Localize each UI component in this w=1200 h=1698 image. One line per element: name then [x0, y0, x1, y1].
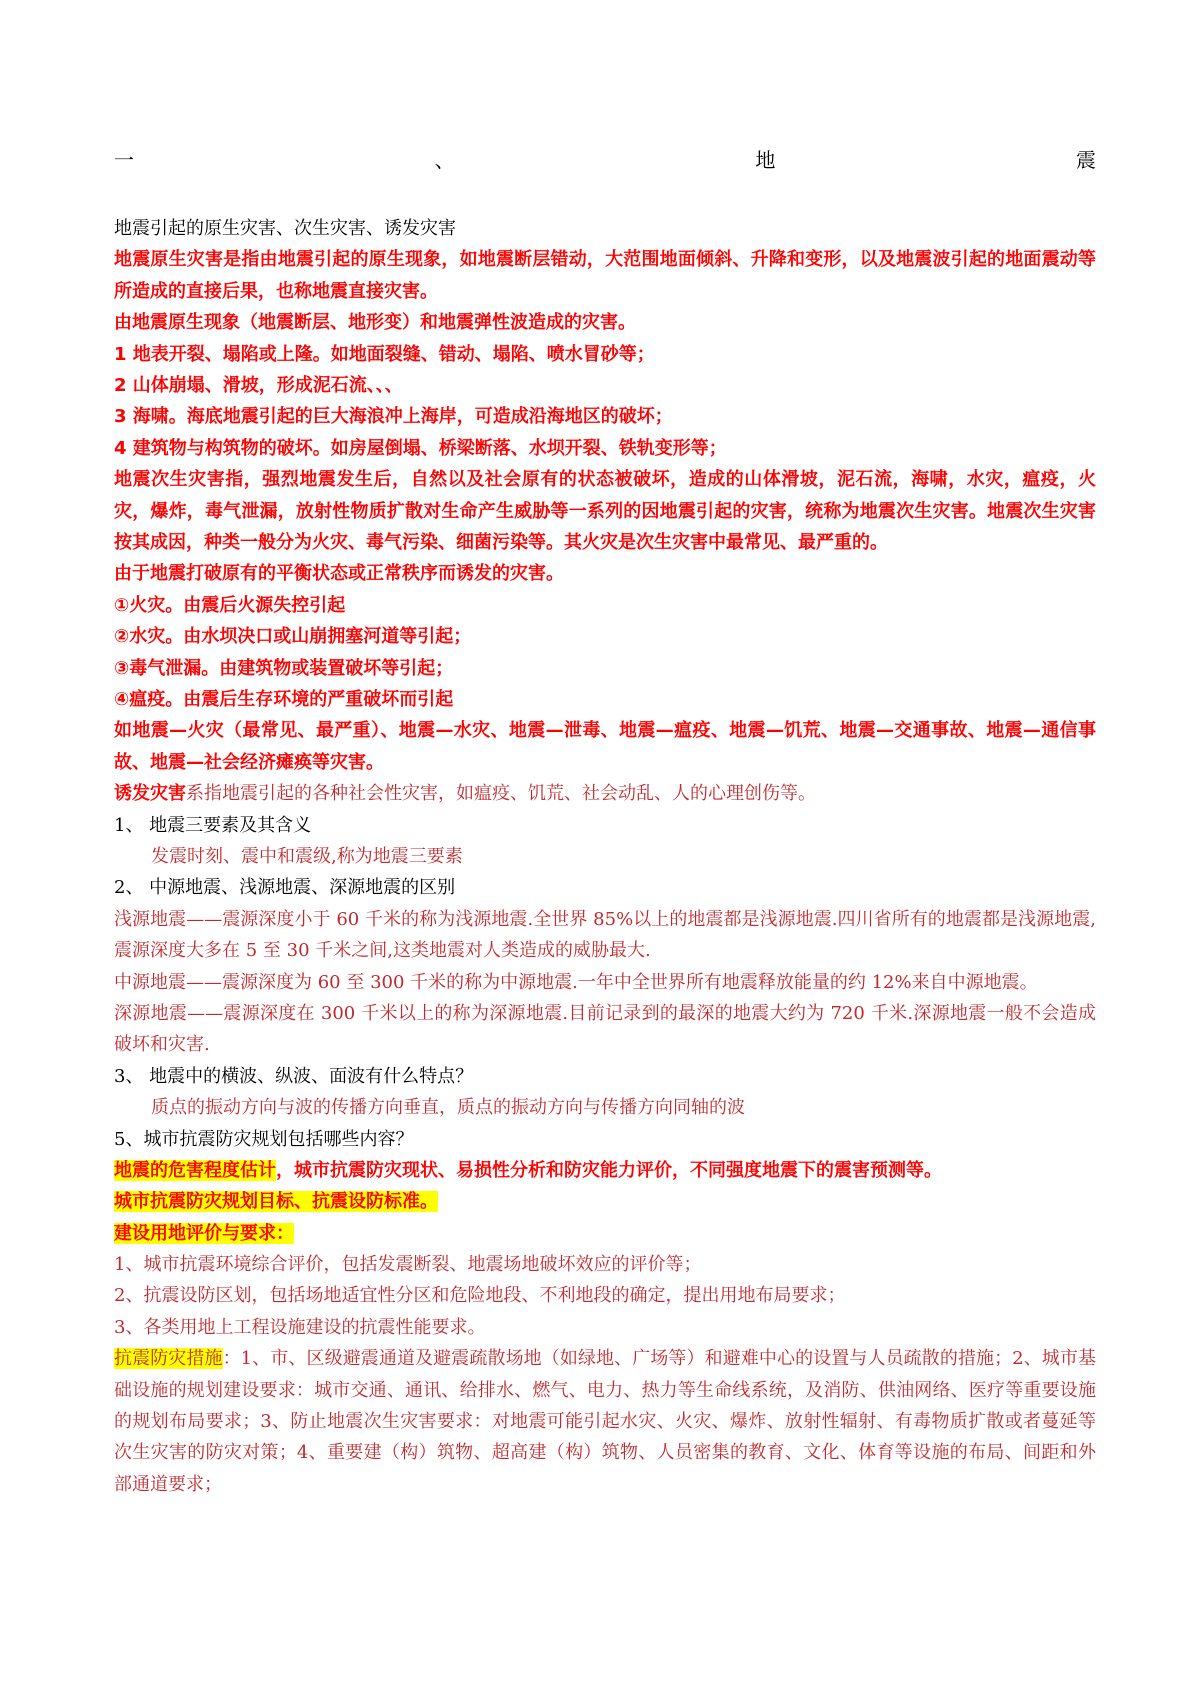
- question-heading: 3、 地震中的横波、纵波、面波有什么特点？: [114, 1065, 474, 1087]
- list-item: 2 山体崩塌、滑坡，形成泥石流、、、: [114, 374, 403, 396]
- paragraph: 由地震原生现象（地震断层、地形变）和地震弹性波造成的灾害。: [114, 312, 636, 334]
- highlighted-term: 城市抗震防灾规划目标、抗震设防标准。: [114, 1191, 438, 1213]
- highlighted-term: 地震的危害程度估计: [114, 1159, 276, 1181]
- list-item: ①火灾。由震后火源失控引起: [114, 594, 346, 616]
- question-heading: 1、 地震三要素及其含义: [114, 814, 312, 836]
- text: 系指地震引起的各种社会性灾害，如瘟疫、饥荒、社会动乱、人的心理创伤等。: [186, 783, 816, 805]
- paragraph-heading: 地震引起的原生灾害、次生灾害、诱发灾害: [114, 218, 456, 239]
- paragraph: [114, 1218, 1096, 1249]
- question-heading: 5、城市抗震防灾规划包括哪些内容？: [114, 1128, 414, 1150]
- paragraph-induced: [114, 778, 1096, 809]
- text: ，城市抗震防灾现状、易损性分析和防灾能力评价，不同强度地震下的震害预测等。: [276, 1159, 942, 1181]
- list-item: 1、城市抗震环境综合评价，包括发震断裂、地震场地破坏效应的评价等；: [114, 1254, 702, 1276]
- answer: 质点的振动方向与波的传播方向垂直，质点的振动方向与传播方向同轴的波: [151, 1097, 745, 1119]
- paragraph: [114, 1186, 1096, 1217]
- list-item: 1 地表开裂、塌陷或上隆。如地面裂缝、错动、塌陷、喷水冒砂等；: [114, 343, 655, 365]
- paragraph: 由于地震打破原有的平衡状态或正常秩序而诱发的灾害。: [114, 563, 564, 585]
- list-item: ③毒气泄漏。由建筑物或装置破坏等引起；: [114, 657, 454, 679]
- list-item: 3 海啸。海底地震引起的巨大海浪冲上海岸，可造成沿海地区的破坏；: [114, 406, 673, 428]
- paragraph-measures: [114, 1343, 1096, 1500]
- paragraph-shallow: 浅源地震——震源深度小于 60 千米的称为浅源地震.全世界 85%以上的地震都是浅源地震.四川省所有的地震都是浅源地震,震源深度大多在 5 至 30 千米之间,这类地震对人类造成的威胁最大.: [114, 908, 1096, 962]
- highlighted-term: 建设用地评价与要求：: [114, 1222, 294, 1244]
- term-induced: 诱发灾害: [114, 783, 186, 805]
- list-item: ②水灾。由水坝决口或山崩拥塞河道等引起；: [114, 626, 472, 648]
- paragraph-secondary-disaster: 地震次生灾害指，强烈地震发生后，自然以及社会原有的状态被破坏，造成的山体滑坡，泥石流，海啸，水灾，瘟疫，火灾，爆炸，毒气泄漏，放射性物质扩散对生命产生威胁等一系列的因地震引起的灾害，统称为地震次生灾害。地震次生灾害按其成因，种类一般分为火灾、毒气污染、细菌污染等。其火灾是次生灾害中最常见、最严重的。: [114, 469, 1096, 553]
- paragraph-chain: 如地震—火灾（最常见、最严重）、地震—水灾、地震—泄毒、地震—瘟疫、地震—饥荒、地震—交通事故、地震—通信事故、地震—社会经济瘫痪等灾害。: [114, 720, 1096, 773]
- paragraph-deep: 深源地震——震源深度在 300 千米以上的称为深源地震.目前记录到的最深的地震大约为 720 千米.深源地震一般不会造成破坏和灾害.: [114, 1002, 1096, 1056]
- highlighted-term: 抗震防灾措施: [114, 1348, 223, 1370]
- title-char: 、: [434, 148, 455, 172]
- title-char: 震: [1075, 148, 1096, 172]
- title-char: 地: [755, 148, 776, 172]
- paragraph-intermediate: 中源地震——震源深度为 60 至 300 千米的称为中源地震.一年中全世界所有地震释放能量的约 12%来自中源地震。: [114, 971, 1038, 993]
- list-item: 3、各类用地上工程设施建设的抗震性能要求。: [114, 1316, 486, 1338]
- question-heading: 2、 中源地震、浅源地震、深源地震的区别: [114, 877, 456, 899]
- paragraph-primary-disaster: 地震原生灾害是指由地震引起的原生现象，如地震断层错动，大范围地面倾斜、升降和变形，以及地震波引起的地面震动等所造成的直接后果，也称地震直接灾害。: [114, 249, 1096, 302]
- answer: 发震时刻、震中和震级,称为地震三要素: [151, 845, 463, 867]
- title-char: 一: [114, 148, 134, 172]
- list-item: 2、抗震设防区划，包括场地适宜性分区和危险地段、不利地段的确定，提出用地布局要求；: [114, 1285, 846, 1307]
- paragraph: [114, 1155, 1096, 1186]
- list-item: ④瘟疫。由震后生存环境的严重破坏而引起: [114, 688, 454, 710]
- text: ：1、市、区级避震通道及避震疏散场地（如绿地、广场等）和避难中心的设置与人员疏散的措施；2、城市基础设施的规划建设要求：城市交通、通讯、给排水、燃气、电力、热力等生命线系统，及消防、供油网络、医疗等重要设施的规划布局要求；3、防止地震次生灾害要求：对地震可能引起水灾、火灾、爆炸、放射性辐射、有毒物质扩散或者蔓延等次生灾害的防灾对策；4、重要建（构）筑物、超高建（构）筑物、人员密集的教育、文化、体育等设施的布局、间距和外部通道要求；: [114, 1348, 1096, 1495]
- document-body: [114, 213, 1096, 1500]
- section-title: [114, 147, 1096, 173]
- list-item: 4 建筑物与构筑物的破坏。如房屋倒塌、桥梁断落、水坝开裂、铁轨变形等；: [114, 437, 727, 459]
